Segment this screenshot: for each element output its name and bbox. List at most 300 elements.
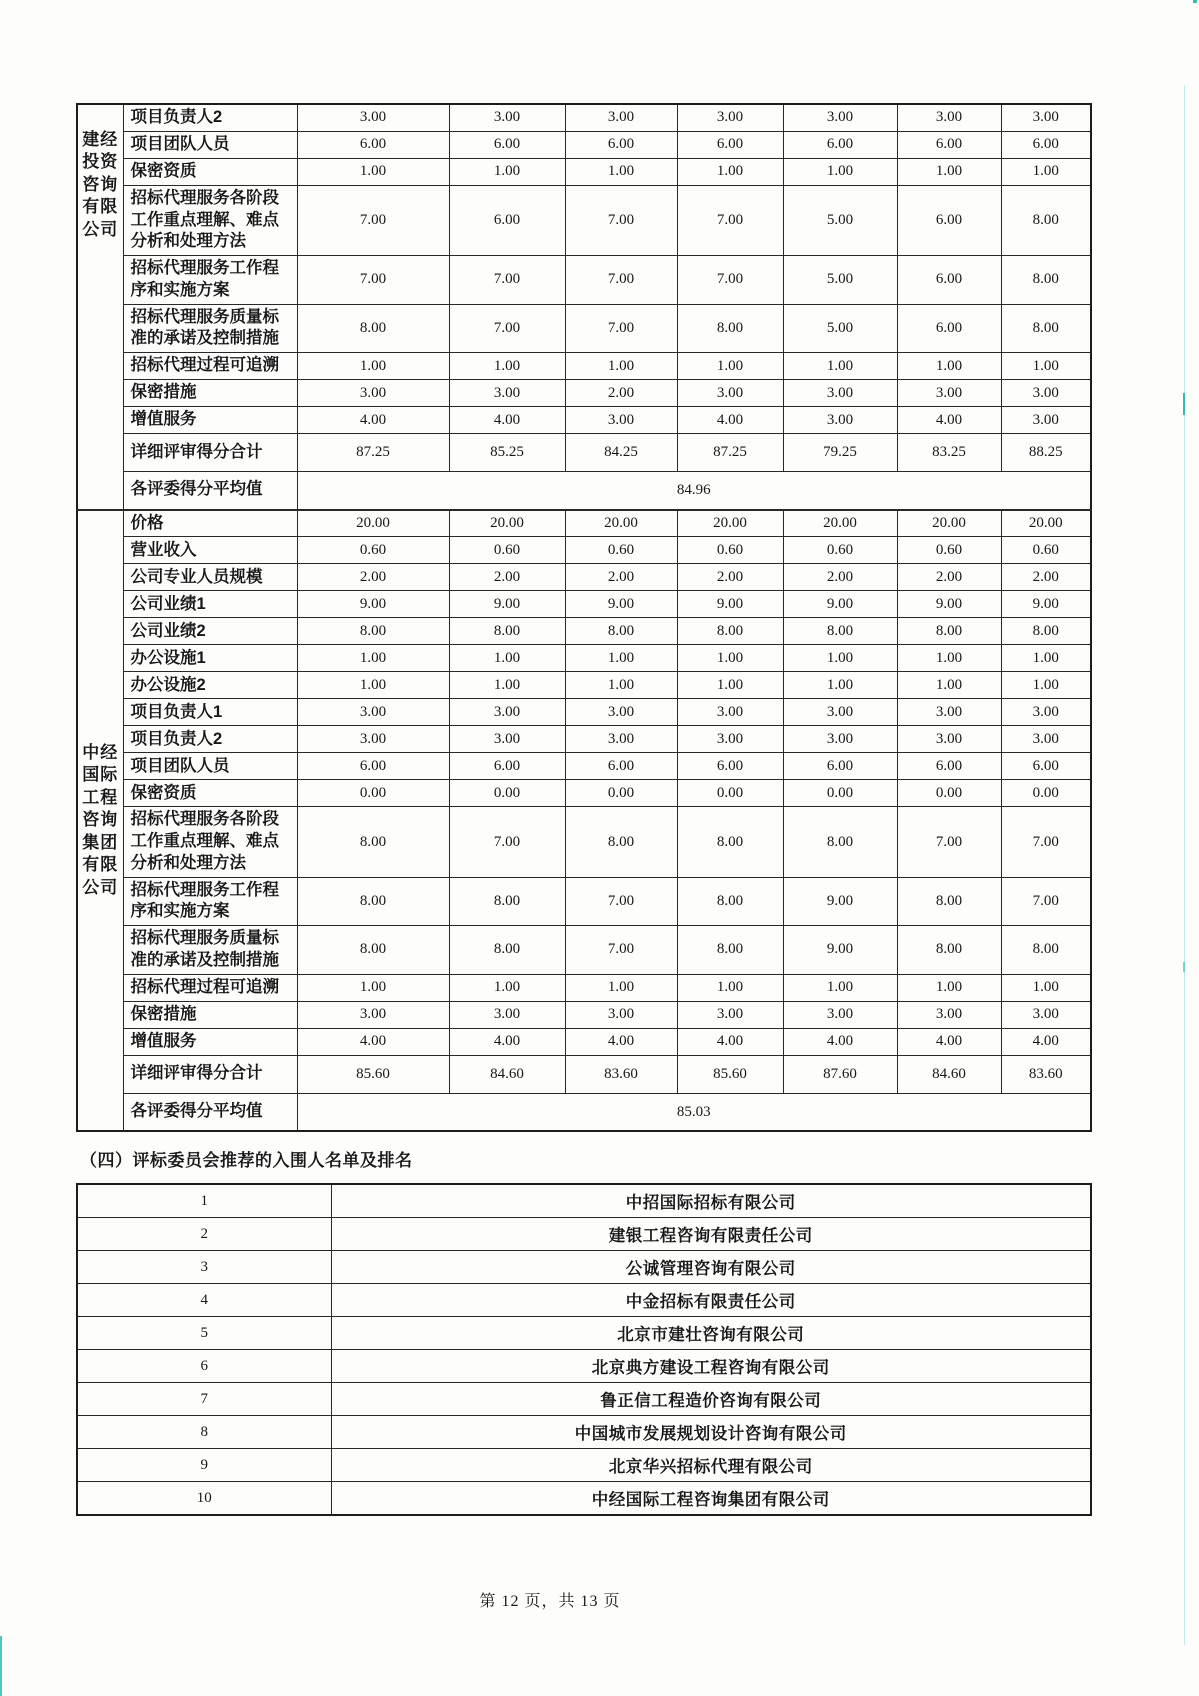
score-value-cell: 3.00 xyxy=(565,407,677,434)
score-value-cell: 0.60 xyxy=(297,537,449,564)
score-value-cell: 3.00 xyxy=(1001,699,1091,726)
score-value-cell: 9.00 xyxy=(783,591,897,618)
score-value-cell: 7.00 xyxy=(297,185,449,255)
score-value-cell: 2.00 xyxy=(565,564,677,591)
score-value-cell: 1.00 xyxy=(449,158,565,185)
company-name-line: 工程 xyxy=(82,787,119,807)
criteria-label-cell: 增值服务 xyxy=(123,1028,297,1055)
score-value-cell: 0.00 xyxy=(1001,780,1091,807)
score-row xyxy=(77,1028,1091,1055)
score-value-cell: 6.00 xyxy=(565,753,677,780)
score-value-cell: 3.00 xyxy=(297,726,449,753)
score-value-cell: 6.00 xyxy=(297,753,449,780)
criteria-label-cell: 营业收入 xyxy=(123,537,297,564)
score-value-cell: 9.00 xyxy=(783,926,897,975)
score-value-cell: 6.00 xyxy=(449,131,565,158)
score-value-cell: 6.00 xyxy=(897,131,1001,158)
score-row xyxy=(77,185,1091,255)
score-value-cell: 2.00 xyxy=(897,564,1001,591)
score-value-cell: 8.00 xyxy=(677,618,783,645)
score-value-cell: 7.00 xyxy=(449,807,565,877)
score-value-cell: 3.00 xyxy=(297,104,449,131)
score-value-cell: 4.00 xyxy=(897,407,1001,434)
section-heading: （四）评标委员会推荐的入围人名单及排名 xyxy=(80,1151,413,1171)
company-name-line: 有限 xyxy=(82,197,119,217)
score-value-cell: 6.00 xyxy=(297,131,449,158)
score-value-cell: 1.00 xyxy=(783,158,897,185)
ranked-company-cell: 公诚管理咨询有限公司 xyxy=(331,1251,1091,1284)
score-value-cell: 3.00 xyxy=(565,726,677,753)
score-value-cell: 84.60 xyxy=(897,1055,1001,1093)
ranked-company-cell: 北京典方建设工程咨询有限公司 xyxy=(331,1350,1091,1383)
score-value-cell: 1.00 xyxy=(677,353,783,380)
criteria-label-cell: 招标代理服务质量标准的承诺及控制措施 xyxy=(123,926,297,975)
score-value-cell: 3.00 xyxy=(1001,380,1091,407)
score-value-cell: 9.00 xyxy=(1001,591,1091,618)
criteria-label-cell: 招标代理服务各阶段工作重点理解、难点分析和处理方法 xyxy=(123,807,297,877)
score-value-cell: 3.00 xyxy=(1001,407,1091,434)
score-value-cell: 2.00 xyxy=(1001,564,1091,591)
score-value-cell: 0.60 xyxy=(677,537,783,564)
criteria-label-cell: 价格 xyxy=(123,510,297,537)
ranking-row xyxy=(77,1284,1091,1317)
score-value-cell: 7.00 xyxy=(897,807,1001,877)
score-value-cell: 1.00 xyxy=(297,353,449,380)
score-value-cell: 9.00 xyxy=(565,591,677,618)
score-value-cell: 8.00 xyxy=(677,877,783,926)
score-value-cell: 4.00 xyxy=(677,1028,783,1055)
score-value-cell: 7.00 xyxy=(565,185,677,255)
score-value-cell: 83.60 xyxy=(565,1055,677,1093)
ranked-company-cell: 北京华兴招标代理有限公司 xyxy=(331,1449,1091,1482)
score-value-cell: 1.00 xyxy=(783,974,897,1001)
score-value-cell: 0.60 xyxy=(783,537,897,564)
score-value-cell: 83.60 xyxy=(1001,1055,1091,1093)
score-value-cell: 6.00 xyxy=(897,185,1001,255)
score-value-cell: 1.00 xyxy=(449,672,565,699)
score-value-cell: 8.00 xyxy=(297,618,449,645)
company-name-line: 公司 xyxy=(82,219,119,239)
score-value-cell: 3.00 xyxy=(677,380,783,407)
score-value-cell: 8.00 xyxy=(1001,185,1091,255)
score-value-cell: 3.00 xyxy=(783,726,897,753)
score-row xyxy=(77,699,1091,726)
score-value-cell: 3.00 xyxy=(783,1001,897,1028)
page-footer: 第 12 页，共 13 页 xyxy=(479,1593,621,1610)
ranked-company-cell: 北京市建壮咨询有限公司 xyxy=(331,1317,1091,1350)
score-value-cell: 8.00 xyxy=(897,618,1001,645)
score-row xyxy=(77,131,1091,158)
criteria-label-cell: 公司专业人员规模 xyxy=(123,564,297,591)
ranking-row xyxy=(77,1416,1091,1449)
score-value-cell: 6.00 xyxy=(677,753,783,780)
score-row xyxy=(77,353,1091,380)
scan-artifact-tick xyxy=(1183,393,1185,415)
company-name-line: 建经 xyxy=(82,130,119,149)
criteria-label-cell: 招标代理过程可追溯 xyxy=(123,974,297,1001)
ranked-company-cell: 中金招标有限责任公司 xyxy=(331,1284,1091,1317)
score-value-cell: 4.00 xyxy=(297,1028,449,1055)
score-table xyxy=(76,103,1092,1132)
score-value-cell: 1.00 xyxy=(297,672,449,699)
score-value-cell: 7.00 xyxy=(449,256,565,305)
score-row xyxy=(77,591,1091,618)
score-value-cell: 3.00 xyxy=(897,104,1001,131)
score-value-cell: 8.00 xyxy=(449,877,565,926)
score-value-cell: 1.00 xyxy=(1001,353,1091,380)
score-value-cell: 1.00 xyxy=(897,645,1001,672)
score-value-cell: 20.00 xyxy=(677,510,783,537)
criteria-label-cell: 保密措施 xyxy=(123,380,297,407)
score-value-cell: 87.25 xyxy=(677,434,783,472)
criteria-label-cell: 详细评审得分合计 xyxy=(123,1055,297,1093)
score-value-cell: 3.00 xyxy=(449,726,565,753)
criteria-label-cell: 保密资质 xyxy=(123,158,297,185)
criteria-label-cell: 公司业绩2 xyxy=(123,618,297,645)
scan-artifact-line xyxy=(0,1636,2,1696)
score-value-cell: 1.00 xyxy=(565,158,677,185)
score-value-cell: 5.00 xyxy=(783,185,897,255)
score-row xyxy=(77,380,1091,407)
score-value-cell: 0.00 xyxy=(297,780,449,807)
score-value-cell: 1.00 xyxy=(897,974,1001,1001)
score-value-cell: 20.00 xyxy=(565,510,677,537)
score-value-cell: 20.00 xyxy=(449,510,565,537)
score-value-cell: 6.00 xyxy=(565,131,677,158)
rank-cell: 4 xyxy=(77,1284,331,1317)
score-value-cell: 5.00 xyxy=(783,256,897,305)
score-value-cell: 8.00 xyxy=(677,807,783,877)
score-value-cell: 3.00 xyxy=(1001,104,1091,131)
score-row xyxy=(77,1055,1091,1093)
score-value-cell: 7.00 xyxy=(565,926,677,975)
ranked-company-cell: 中国城市发展规划设计咨询有限公司 xyxy=(331,1416,1091,1449)
score-row xyxy=(77,672,1091,699)
score-value-cell: 6.00 xyxy=(677,131,783,158)
score-value-cell: 1.00 xyxy=(565,672,677,699)
score-row xyxy=(77,926,1091,975)
score-value-cell: 85.60 xyxy=(297,1055,449,1093)
ranking-row xyxy=(77,1218,1091,1251)
ranking-row xyxy=(77,1184,1091,1218)
score-row xyxy=(77,510,1091,537)
score-value-cell: 8.00 xyxy=(677,304,783,353)
score-value-cell: 8.00 xyxy=(783,807,897,877)
rank-cell: 8 xyxy=(77,1416,331,1449)
score-value-cell: 8.00 xyxy=(297,807,449,877)
score-value-cell: 3.00 xyxy=(1001,726,1091,753)
score-value-cell: 3.00 xyxy=(783,699,897,726)
ranking-table xyxy=(76,1183,1092,1516)
score-value-cell: 1.00 xyxy=(677,974,783,1001)
score-value-cell: 2.00 xyxy=(677,564,783,591)
score-value-cell: 0.00 xyxy=(783,780,897,807)
score-value-cell: 7.00 xyxy=(1001,877,1091,926)
score-value-cell: 1.00 xyxy=(783,353,897,380)
score-value-cell: 6.00 xyxy=(783,131,897,158)
score-value-cell: 4.00 xyxy=(783,1028,897,1055)
rank-cell: 1 xyxy=(77,1184,331,1218)
score-value-cell: 83.25 xyxy=(897,434,1001,472)
score-value-cell: 8.00 xyxy=(297,926,449,975)
score-row xyxy=(77,158,1091,185)
score-value-cell: 0.60 xyxy=(565,537,677,564)
criteria-label-cell: 办公设施1 xyxy=(123,645,297,672)
score-value-cell: 85.25 xyxy=(449,434,565,472)
criteria-label-cell: 招标代理服务质量标准的承诺及控制措施 xyxy=(123,304,297,353)
score-row xyxy=(77,807,1091,877)
score-value-cell: 3.00 xyxy=(449,1001,565,1028)
score-value-cell: 87.25 xyxy=(297,434,449,472)
score-value-cell: 1.00 xyxy=(677,672,783,699)
score-value-cell: 84.25 xyxy=(565,434,677,472)
company-name-line: 咨询 xyxy=(82,174,119,194)
score-value-cell: 9.00 xyxy=(677,591,783,618)
score-value-cell: 0.60 xyxy=(1001,537,1091,564)
ranking-row xyxy=(77,1350,1091,1383)
score-value-cell: 1.00 xyxy=(677,645,783,672)
score-value-cell: 3.00 xyxy=(897,1001,1001,1028)
score-value-cell: 1.00 xyxy=(1001,974,1091,1001)
scan-artifact-mark xyxy=(1193,0,1197,3)
company-name-cell xyxy=(77,104,123,510)
score-value-cell: 1.00 xyxy=(565,645,677,672)
score-row xyxy=(77,780,1091,807)
average-row xyxy=(77,472,1091,510)
score-value-cell: 3.00 xyxy=(897,380,1001,407)
score-row xyxy=(77,645,1091,672)
criteria-label-cell: 项目团队人员 xyxy=(123,753,297,780)
score-value-cell: 9.00 xyxy=(449,591,565,618)
score-value-cell: 0.00 xyxy=(449,780,565,807)
score-value-cell: 1.00 xyxy=(297,158,449,185)
score-value-cell: 1.00 xyxy=(449,353,565,380)
score-value-cell: 8.00 xyxy=(449,618,565,645)
average-value-cell: 85.03 xyxy=(297,1093,1091,1131)
score-value-cell: 7.00 xyxy=(1001,807,1091,877)
score-value-cell: 6.00 xyxy=(897,304,1001,353)
score-value-cell: 9.00 xyxy=(297,591,449,618)
score-value-cell: 8.00 xyxy=(449,926,565,975)
score-row xyxy=(77,564,1091,591)
criteria-label-cell: 招标代理服务工作程序和实施方案 xyxy=(123,877,297,926)
score-value-cell: 0.00 xyxy=(897,780,1001,807)
score-value-cell: 8.00 xyxy=(897,926,1001,975)
score-row xyxy=(77,618,1091,645)
criteria-label-cell: 招标代理过程可追溯 xyxy=(123,353,297,380)
score-value-cell: 0.00 xyxy=(677,780,783,807)
score-value-cell: 79.25 xyxy=(783,434,897,472)
score-row xyxy=(77,537,1091,564)
score-row xyxy=(77,877,1091,926)
ranked-company-cell: 建银工程咨询有限责任公司 xyxy=(331,1218,1091,1251)
company-name-cell xyxy=(77,510,123,1132)
criteria-label-cell: 公司业绩1 xyxy=(123,591,297,618)
score-value-cell: 6.00 xyxy=(783,753,897,780)
ranking-row xyxy=(77,1317,1091,1350)
criteria-label-cell: 项目团队人员 xyxy=(123,131,297,158)
score-row xyxy=(77,974,1091,1001)
score-value-cell: 3.00 xyxy=(677,104,783,131)
score-value-cell: 85.60 xyxy=(677,1055,783,1093)
score-value-cell: 1.00 xyxy=(677,158,783,185)
score-value-cell: 4.00 xyxy=(565,1028,677,1055)
average-label-cell: 各评委得分平均值 xyxy=(123,472,297,510)
score-value-cell: 3.00 xyxy=(565,699,677,726)
score-value-cell: 6.00 xyxy=(449,753,565,780)
rank-cell: 5 xyxy=(77,1317,331,1350)
average-value-cell: 84.96 xyxy=(297,472,1091,510)
score-value-cell: 84.60 xyxy=(449,1055,565,1093)
scan-artifact-tick xyxy=(1183,962,1185,972)
criteria-label-cell: 招标代理服务工作程序和实施方案 xyxy=(123,256,297,305)
score-value-cell: 1.00 xyxy=(897,158,1001,185)
score-value-cell: 1.00 xyxy=(565,974,677,1001)
average-label-cell: 各评委得分平均值 xyxy=(123,1093,297,1131)
score-value-cell: 88.25 xyxy=(1001,434,1091,472)
score-value-cell: 8.00 xyxy=(897,877,1001,926)
scan-artifact-line xyxy=(1184,85,1185,1645)
score-value-cell: 2.00 xyxy=(449,564,565,591)
score-value-cell: 8.00 xyxy=(1001,304,1091,353)
score-value-cell: 6.00 xyxy=(897,256,1001,305)
company-name-line: 投资 xyxy=(82,152,119,172)
score-value-cell: 20.00 xyxy=(297,510,449,537)
score-value-cell: 6.00 xyxy=(449,185,565,255)
score-value-cell: 8.00 xyxy=(1001,618,1091,645)
score-value-cell: 3.00 xyxy=(1001,1001,1091,1028)
score-value-cell: 1.00 xyxy=(1001,158,1091,185)
score-row xyxy=(77,256,1091,305)
score-value-cell: 3.00 xyxy=(297,1001,449,1028)
score-row xyxy=(77,434,1091,472)
score-value-cell: 3.00 xyxy=(565,104,677,131)
score-value-cell: 3.00 xyxy=(897,726,1001,753)
score-value-cell: 5.00 xyxy=(783,304,897,353)
score-value-cell: 4.00 xyxy=(449,407,565,434)
score-value-cell: 3.00 xyxy=(297,380,449,407)
rank-cell: 2 xyxy=(77,1218,331,1251)
score-value-cell: 4.00 xyxy=(897,1028,1001,1055)
score-value-cell: 8.00 xyxy=(1001,926,1091,975)
score-value-cell: 4.00 xyxy=(449,1028,565,1055)
score-value-cell: 3.00 xyxy=(449,380,565,407)
score-value-cell: 2.00 xyxy=(297,564,449,591)
score-value-cell: 3.00 xyxy=(783,380,897,407)
score-value-cell: 7.00 xyxy=(565,256,677,305)
score-value-cell: 3.00 xyxy=(449,104,565,131)
score-value-cell: 3.00 xyxy=(449,699,565,726)
company-name-line: 集团 xyxy=(82,832,119,852)
score-value-cell: 87.60 xyxy=(783,1055,897,1093)
score-value-cell: 8.00 xyxy=(565,807,677,877)
score-value-cell: 6.00 xyxy=(1001,753,1091,780)
rank-cell: 10 xyxy=(77,1482,331,1516)
score-value-cell: 3.00 xyxy=(783,104,897,131)
criteria-label-cell: 项目负责人2 xyxy=(123,726,297,753)
score-value-cell: 1.00 xyxy=(783,645,897,672)
score-value-cell: 1.00 xyxy=(297,974,449,1001)
score-value-cell: 2.00 xyxy=(783,564,897,591)
score-value-cell: 3.00 xyxy=(297,699,449,726)
criteria-label-cell: 招标代理服务各阶段工作重点理解、难点分析和处理方法 xyxy=(123,185,297,255)
score-value-cell: 1.00 xyxy=(1001,645,1091,672)
score-value-cell: 7.00 xyxy=(677,256,783,305)
score-row xyxy=(77,1001,1091,1028)
score-row xyxy=(77,407,1091,434)
score-value-cell: 3.00 xyxy=(565,1001,677,1028)
ranking-row xyxy=(77,1449,1091,1482)
company-name-line: 咨询 xyxy=(82,810,119,830)
score-value-cell: 20.00 xyxy=(1001,510,1091,537)
rank-cell: 3 xyxy=(77,1251,331,1284)
score-value-cell: 7.00 xyxy=(677,185,783,255)
score-row xyxy=(77,753,1091,780)
score-value-cell: 8.00 xyxy=(297,877,449,926)
score-value-cell: 7.00 xyxy=(565,304,677,353)
criteria-label-cell: 详细评审得分合计 xyxy=(123,434,297,472)
score-value-cell: 9.00 xyxy=(897,591,1001,618)
score-value-cell: 1.00 xyxy=(897,353,1001,380)
company-name-line: 中经 xyxy=(82,742,119,762)
ranking-row xyxy=(77,1482,1091,1516)
average-row xyxy=(77,1093,1091,1131)
score-value-cell: 7.00 xyxy=(565,877,677,926)
score-value-cell: 2.00 xyxy=(565,380,677,407)
score-value-cell: 0.60 xyxy=(449,537,565,564)
score-value-cell: 6.00 xyxy=(897,753,1001,780)
score-value-cell: 1.00 xyxy=(565,353,677,380)
criteria-label-cell: 办公设施2 xyxy=(123,672,297,699)
score-value-cell: 8.00 xyxy=(783,618,897,645)
score-value-cell: 4.00 xyxy=(677,407,783,434)
criteria-label-cell: 项目负责人2 xyxy=(123,104,297,131)
score-value-cell: 1.00 xyxy=(1001,672,1091,699)
score-value-cell: 8.00 xyxy=(1001,256,1091,305)
score-value-cell: 1.00 xyxy=(783,672,897,699)
company-name-line: 公司 xyxy=(82,877,119,897)
score-value-cell: 3.00 xyxy=(677,1001,783,1028)
score-value-cell: 7.00 xyxy=(449,304,565,353)
criteria-label-cell: 项目负责人1 xyxy=(123,699,297,726)
score-value-cell: 8.00 xyxy=(677,926,783,975)
company-name-line: 国际 xyxy=(82,765,119,785)
score-value-cell: 4.00 xyxy=(297,407,449,434)
score-value-cell: 3.00 xyxy=(677,726,783,753)
score-value-cell: 1.00 xyxy=(449,645,565,672)
score-value-cell: 1.00 xyxy=(297,645,449,672)
criteria-label-cell: 保密措施 xyxy=(123,1001,297,1028)
score-value-cell: 0.00 xyxy=(565,780,677,807)
criteria-label-cell: 增值服务 xyxy=(123,407,297,434)
score-row xyxy=(77,304,1091,353)
score-value-cell: 7.00 xyxy=(297,256,449,305)
rank-cell: 7 xyxy=(77,1383,331,1416)
score-value-cell: 6.00 xyxy=(1001,131,1091,158)
rank-cell: 6 xyxy=(77,1350,331,1383)
score-value-cell: 4.00 xyxy=(1001,1028,1091,1055)
ranked-company-cell: 中经国际工程咨询集团有限公司 xyxy=(331,1482,1091,1516)
company-name-line: 有限 xyxy=(82,855,119,875)
ranking-row xyxy=(77,1383,1091,1416)
score-value-cell: 9.00 xyxy=(783,877,897,926)
score-row xyxy=(77,726,1091,753)
score-value-cell: 1.00 xyxy=(449,974,565,1001)
score-value-cell: 20.00 xyxy=(897,510,1001,537)
score-value-cell: 3.00 xyxy=(783,407,897,434)
ranking-row xyxy=(77,1251,1091,1284)
criteria-label-cell: 保密资质 xyxy=(123,780,297,807)
